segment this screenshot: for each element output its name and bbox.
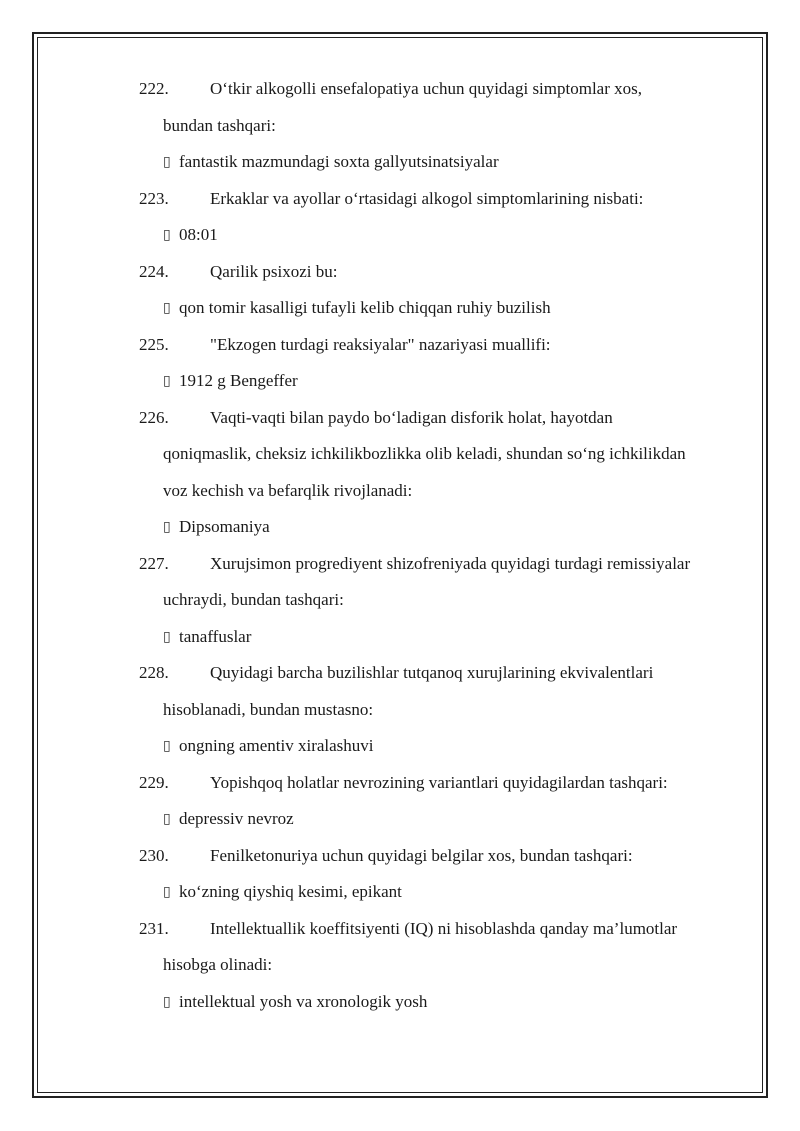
answer-line bbox=[0, 509, 800, 546]
question-number: 227. bbox=[139, 553, 169, 573]
answer-text: Dipsomaniya bbox=[179, 517, 270, 536]
question-item bbox=[0, 254, 800, 327]
question-number: 231. bbox=[139, 918, 169, 938]
question-text: Vaqti-vaqti bilan paydo bo‘ladigan disforik holat, hayotdan bbox=[210, 407, 613, 427]
question-item bbox=[0, 327, 800, 400]
question-text: O‘tkir alkogolli ensefalopatiya uchun quyidagi simptomlar xos, bbox=[210, 79, 642, 98]
answer-marker-icon: ▯ bbox=[163, 993, 171, 1010]
answer-line bbox=[0, 144, 800, 181]
question-text: bundan tashqari: bbox=[163, 115, 276, 135]
question-text: Erkaklar va ayollar o‘rtasidagi alkogol simptomlarining nisbati: bbox=[210, 188, 644, 208]
answer-text: ko‘zning qiyshiq kesimi, epikant bbox=[179, 882, 402, 901]
answer-line bbox=[0, 728, 800, 765]
answer-line bbox=[0, 619, 800, 656]
answer-text: intellektual yosh va xronologik yosh bbox=[179, 991, 428, 1011]
question-text: Intellektuallik koeffitsiyenti (IQ) ni hisoblashda qanday ma’lumotlar bbox=[210, 918, 678, 938]
question-number: 222. bbox=[139, 79, 169, 98]
question-first-line bbox=[0, 655, 800, 692]
question-continuation-line bbox=[0, 473, 800, 510]
answer-marker-icon: ▯ bbox=[163, 884, 171, 900]
question-text: Quyidagi barcha buzilishlar tutqanoq xurujlarining ekvivalentlari bbox=[210, 663, 654, 682]
question-text: qoniqmaslik, cheksiz ichkilikbozlikka olib keladi, shundan so‘ng ichkilikdan bbox=[163, 444, 686, 463]
answer-marker-icon: ▯ bbox=[163, 738, 171, 754]
answer-marker-icon: ▯ bbox=[163, 811, 171, 827]
question-number: 230. bbox=[139, 845, 169, 865]
question-list bbox=[0, 71, 800, 1020]
answer-text: 08:01 bbox=[179, 225, 218, 244]
question-first-line bbox=[0, 765, 800, 802]
answer-text: ongning amentiv xiralashuvi bbox=[179, 736, 374, 755]
question-continuation-line bbox=[0, 947, 800, 984]
answer-marker-icon: ▯ bbox=[163, 154, 171, 170]
answer-line bbox=[0, 874, 800, 911]
question-continuation-line bbox=[0, 582, 800, 619]
question-item bbox=[0, 400, 800, 546]
question-continuation-line bbox=[0, 108, 800, 145]
answer-line bbox=[0, 801, 800, 838]
answer-marker-icon: ▯ bbox=[163, 628, 171, 645]
question-number: 224. bbox=[139, 261, 169, 281]
question-first-line bbox=[0, 71, 800, 108]
question-continuation-line bbox=[0, 692, 800, 729]
answer-text: fantastik mazmundagi soxta gallyutsinatsiyalar bbox=[179, 152, 499, 171]
question-text: "Ekzogen turdagi reaksiyalar" nazariyasi muallifi: bbox=[210, 334, 551, 354]
question-first-line bbox=[0, 400, 800, 437]
question-item bbox=[0, 911, 800, 1021]
answer-text: tanaffuslar bbox=[179, 626, 252, 646]
question-text: Qarilik psixozi bu: bbox=[210, 261, 338, 281]
question-continuation-line bbox=[0, 436, 800, 473]
answer-line bbox=[0, 217, 800, 254]
answer-line bbox=[0, 984, 800, 1021]
question-text: uchraydi, bundan tashqari: bbox=[163, 590, 344, 609]
question-text: Fenilketonuriya uchun quyidagi belgilar xos, bundan tashqari: bbox=[210, 845, 633, 865]
question-text: voz kechish va befarqlik rivojlanadi: bbox=[163, 480, 413, 500]
question-text: hisoblanadi, bundan mustasno: bbox=[163, 699, 374, 719]
question-first-line bbox=[0, 546, 800, 583]
question-first-line bbox=[0, 327, 800, 364]
answer-text: qon tomir kasalligi tufayli kelib chiqqan ruhiy buzilish bbox=[179, 298, 551, 317]
question-first-line bbox=[0, 254, 800, 291]
question-item bbox=[0, 546, 800, 656]
question-number: 229. bbox=[139, 772, 169, 792]
answer-marker-icon: ▯ bbox=[163, 227, 171, 243]
question-text: Xurujsimon progrediyent shizofreniyada quyidagi turdagi remissiyalar bbox=[210, 553, 691, 573]
answer-text: depressiv nevroz bbox=[179, 809, 294, 828]
question-number: 228. bbox=[139, 663, 169, 682]
question-number: 225. bbox=[139, 334, 169, 354]
question-text: Yopishqoq holatlar nevrozining variantlari quyidagilardan tashqari: bbox=[210, 772, 668, 792]
question-item bbox=[0, 765, 800, 838]
question-first-line bbox=[0, 911, 800, 948]
answer-marker-icon: ▯ bbox=[163, 519, 171, 535]
question-item bbox=[0, 181, 800, 254]
question-text: hisobga olinadi: bbox=[163, 955, 273, 974]
question-number: 226. bbox=[139, 407, 169, 427]
question-item bbox=[0, 655, 800, 765]
answer-marker-icon: ▯ bbox=[163, 373, 171, 389]
question-number: 223. bbox=[139, 188, 169, 208]
answer-marker-icon: ▯ bbox=[163, 300, 171, 316]
question-first-line bbox=[0, 181, 800, 218]
answer-line bbox=[0, 363, 800, 400]
answer-text: 1912 g Bengeffer bbox=[179, 371, 298, 390]
question-first-line bbox=[0, 838, 800, 875]
answer-line bbox=[0, 290, 800, 327]
question-item bbox=[0, 71, 800, 181]
question-item bbox=[0, 838, 800, 911]
